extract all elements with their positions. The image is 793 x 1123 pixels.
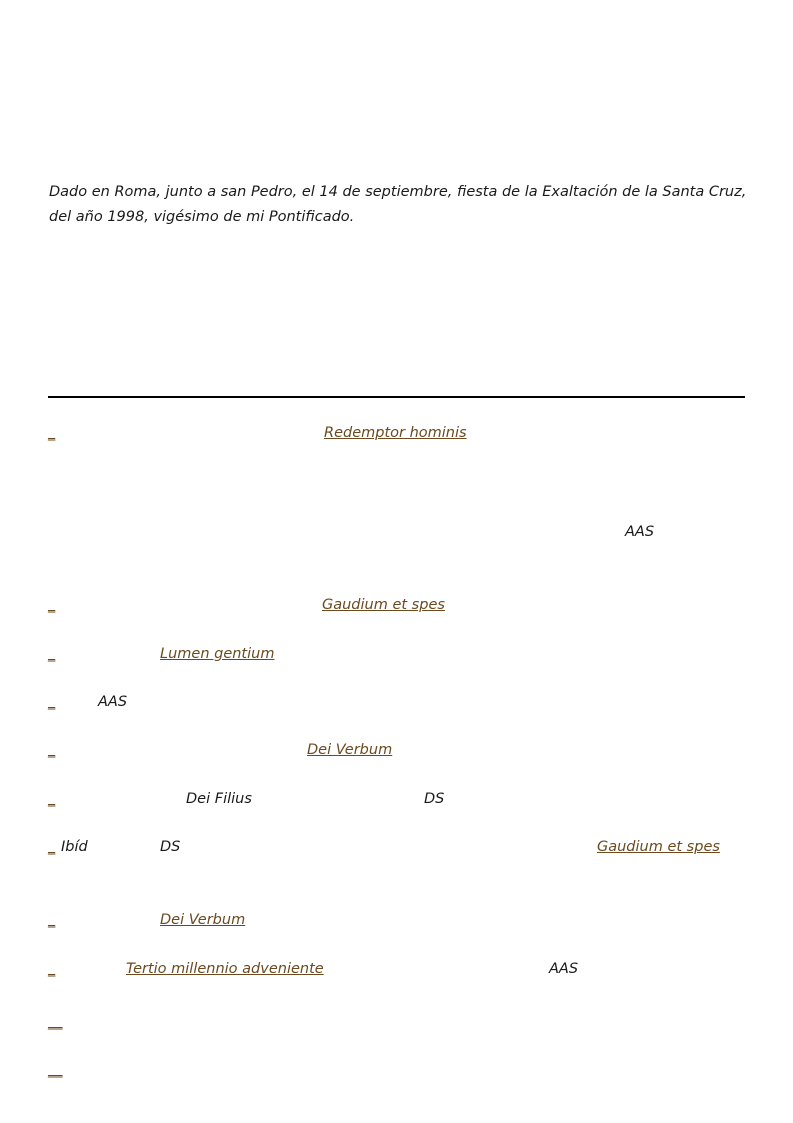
footnote-item xyxy=(48,1059,748,1083)
footnote-item xyxy=(48,958,748,982)
footnote-marker[interactable]: _ xyxy=(48,742,56,758)
footnote-text: AAS xyxy=(625,524,655,540)
footnote-marker[interactable]: _ xyxy=(48,912,56,928)
footnote-item xyxy=(48,836,748,860)
footnote-marker[interactable]: _ xyxy=(48,791,56,807)
footnote-item xyxy=(48,739,748,763)
footnote-marker[interactable]: _ xyxy=(48,694,56,710)
footnote-link-dei-verbum[interactable]: Dei Verbum xyxy=(307,742,393,758)
footnote-text: DS xyxy=(424,791,445,807)
footnote-text: DS xyxy=(160,839,181,855)
footnote-marker[interactable]: _ xyxy=(48,425,56,441)
footnote-item xyxy=(48,594,748,618)
footnote-item xyxy=(48,643,748,667)
footnote-marker[interactable]: _ xyxy=(48,961,56,977)
footnote-link-gaudium-et-spes[interactable]: Gaudium et spes xyxy=(597,839,720,855)
footnote-item xyxy=(48,691,748,715)
footnote-item xyxy=(48,788,748,812)
footnote-text: Dei Filius xyxy=(186,791,252,807)
footnote-item xyxy=(48,1011,748,1035)
closing-signoff: Dado en Roma, junto a san Pedro, el 14 de septiembre, fiesta de la Exaltación de la Santa Cruz, del año 1998, vigésimo de mi Pontificado. xyxy=(49,184,747,225)
footnote-link-tertio-millennio-adveniente[interactable]: Tertio millennio adveniente xyxy=(126,961,324,977)
footnote-item xyxy=(48,909,748,933)
footnote-marker[interactable]: _ xyxy=(48,597,56,613)
footnote-continuation xyxy=(48,521,748,545)
footnote-link-gaudium-et-spes[interactable]: Gaudium et spes xyxy=(322,597,445,613)
footnote-marker[interactable]: _ xyxy=(48,646,56,662)
footnote-link-redemptor-hominis[interactable]: Redemptor hominis xyxy=(324,425,467,441)
footnote-marker[interactable]: _ xyxy=(48,839,56,855)
footnote-link-lumen-gentium[interactable]: Lumen gentium xyxy=(160,646,275,662)
footnote-marker[interactable]: __ xyxy=(48,1062,63,1078)
footnote-marker[interactable]: __ xyxy=(48,1014,63,1030)
footnote-text: AAS xyxy=(98,694,128,710)
footnote-item xyxy=(48,422,748,446)
footnote-separator xyxy=(48,396,745,398)
footnote-text: AAS xyxy=(549,961,579,977)
footnote-link-dei-verbum[interactable]: Dei Verbum xyxy=(160,912,246,928)
footnote-text: Ibíd xyxy=(61,839,88,855)
